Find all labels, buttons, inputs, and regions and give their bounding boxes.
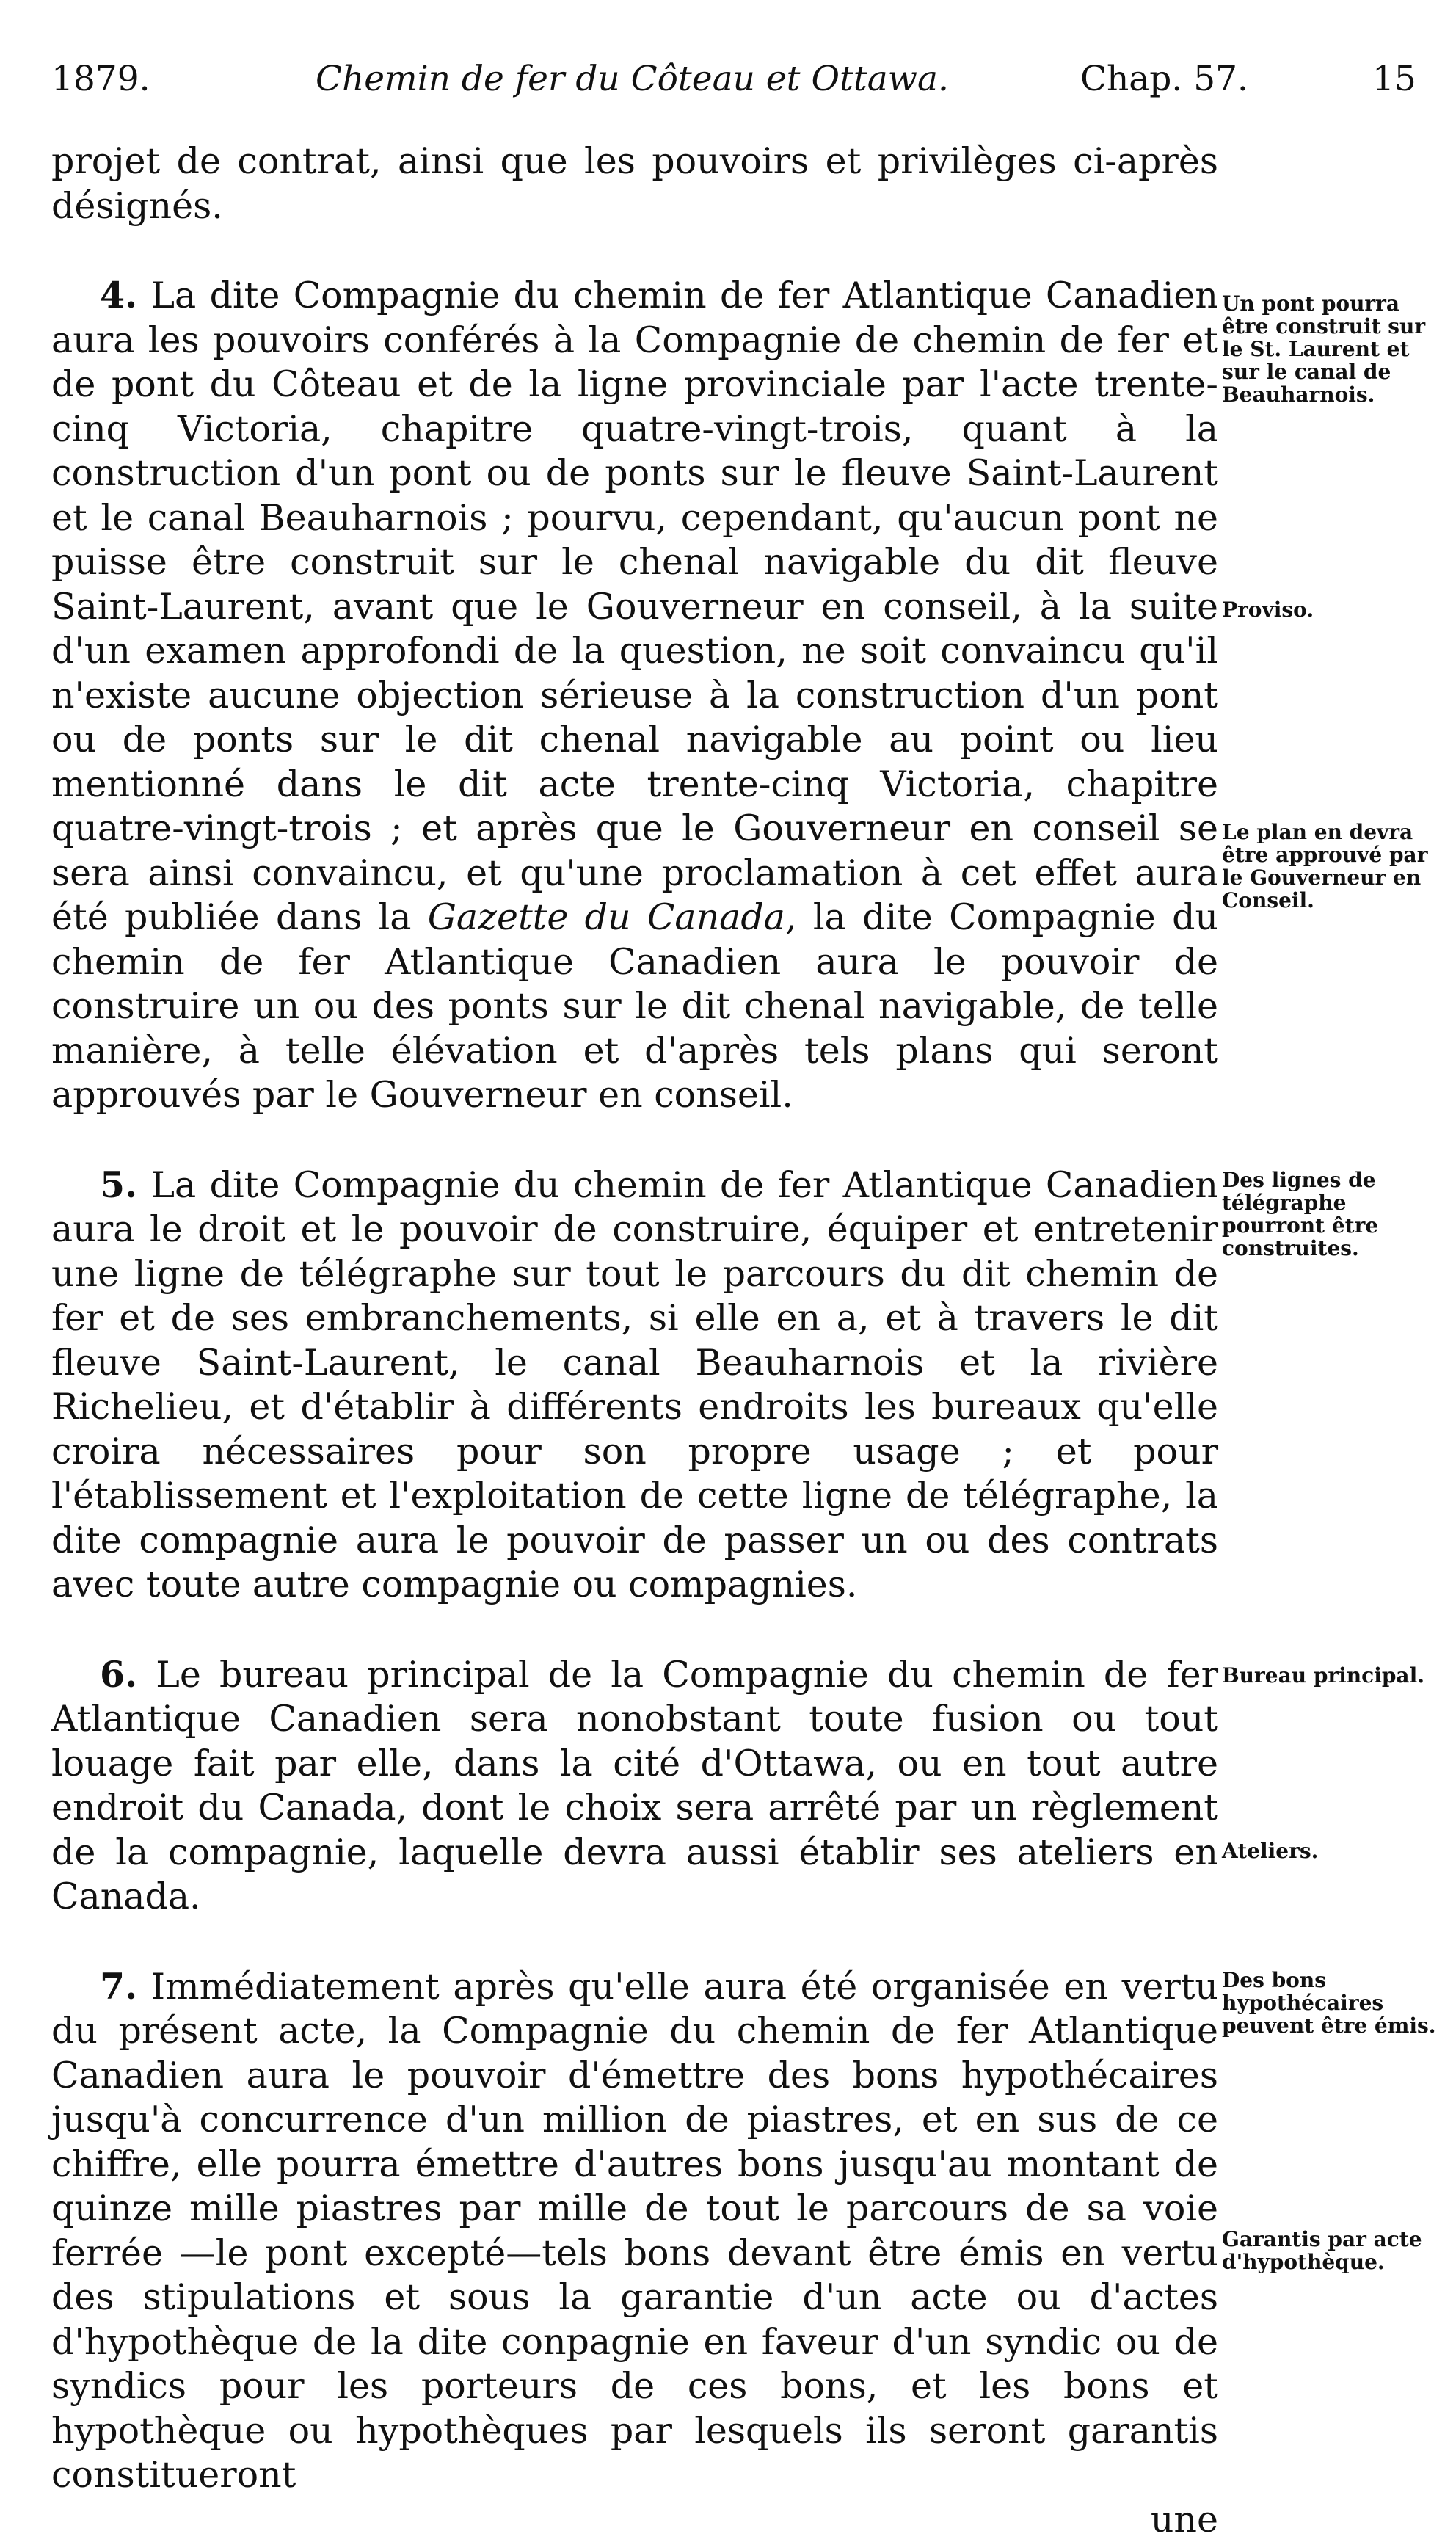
gazette-title: Gazette du Canada: [428, 896, 785, 938]
section-6: [51, 1652, 1218, 1920]
running-header: [51, 59, 1409, 117]
section-4-number: 4.: [100, 274, 137, 316]
margin-note-guarantee: Garantis par acte d'hypothèque.: [1222, 2228, 1442, 2273]
page-number: 15: [1372, 59, 1416, 99]
section-4-text-a: La dite Compagnie du chemin de fer Atlantique Canadien aura les pouvoirs conférés à la Compagnie de chemin de fer et de pont du Côteau et de la ligne provinciale par l'acte trente-cinq Victoria, chapitre quatre-vingt-trois, quant à la construction d'un pont ou de ponts sur le fleuve Saint-Laurent et le canal Beauharnois ; pourvu, cependant, qu'aucun pont ne puisse être construit sur le chenal navigable du dit fleuve Saint-Laurent, avant que le Gouverneur en conseil, à la suite d'un examen approfondi de la question, ne soit convaincu qu'il n'existe aucune objection sérieuse à la construction d'un pont ou de ponts sur le dit chenal navigable au point ou lieu mentionné dans le dit acte trente-cinq Victoria, chapitre quatre-vingt-trois ; et après que le Gouverneur en conseil se sera ainsi convaincu, et qu'une proclamation à cet effet aura été publiée dans la: [51, 275, 1218, 938]
section-6-number: 6.: [100, 1653, 137, 1696]
section-5-text: La dite Compagnie du chemin de fer Atlantique Canadien aura le droit et le pouvoir de construire, équiper et entretenir une ligne de télégraphe sur tout le parcours du dit chemin de fer et de ses embranchements, si elle en a, et à travers le dit fleuve Saint-Laurent, le canal Beauharnois et la rivière Richelieu, et d'établir à différents endroits les bureaux qu'elle croira nécessaires pour son propre usage ; et pour l'établissement et l'exploitation de cette ligne de télégraphe, la dite compagnie aura le pouvoir de passer un ou des contrats avec toute autre compagnie ou compagnies.: [51, 1164, 1218, 1606]
catchword: une: [51, 2498, 1218, 2542]
margin-note-telegraph: Des lignes de télégraphe pourront être construites.: [1222, 1169, 1442, 1260]
intro-paragraph: projet de contrat, ainsi que les pouvoirs et privilèges ci-après désignés.: [51, 139, 1218, 228]
margin-note-workshops: Ateliers.: [1222, 1840, 1442, 1862]
margin-note-bonds: Des bons hypothécaires peuvent être émis.: [1222, 1969, 1442, 2037]
section-7: [51, 1964, 1218, 2498]
header-chapter: Chap. 57.: [1080, 59, 1248, 99]
margin-note-bridge: Un pont pourra être construit sur le St. Laurent et sur le canal de Beauharnois.: [1222, 292, 1442, 406]
section-4: [51, 273, 1218, 1118]
header-title: Chemin de fer du Côteau et Ottawa.: [316, 59, 949, 99]
section-5-number: 5.: [100, 1163, 137, 1206]
margin-note-plan: Le plan en devra être approuvé par le Gouverneur en Conseil.: [1222, 821, 1442, 912]
section-6-text: Le bureau principal de la Compagnie du chemin de fer Atlantique Canadien sera nonobstant toute fusion ou tout louage fait par elle, dans la cité d'Ottawa, ou en tout autre endroit du Canada, dont le choix sera arrêté par un règlement de la compagnie, laquelle devra aussi établir ses ateliers en Canada.: [51, 1654, 1218, 1918]
margin-note-proviso: Proviso.: [1222, 598, 1442, 621]
header-year: 1879.: [51, 59, 150, 99]
section-5: [51, 1163, 1218, 1608]
section-7-text: Immédiatement après qu'elle aura été organisée en vertu du présent acte, la Compagnie du chemin de fer Atlantique Canadien aura le pouvoir d'émettre des bons hypothécaires jusqu'à concurrence d'un million de piastres, et en sus de ce chiffre, elle pourra émettre d'autres bons jusqu'au montant de quinze mille piastres par mille de tout le parcours de sa voie ferrée —le pont excepté—tels bons devant être émis en vertu des stipulations et sous la garantie d'un acte ou d'actes d'hypothèque de la dite conpagnie en faveur d'un syndic ou de syndics pour les porteurs de ces bons, et les bons et hypothèque ou hypothèques par lesquels ils seront garantis constitueront: [51, 1966, 1218, 2496]
main-text: [51, 139, 1218, 2542]
margin-note-head-office: Bureau principal.: [1222, 1664, 1442, 1687]
section-7-number: 7.: [100, 1965, 137, 2008]
section-4-text-b: , la dite Compagnie du chemin de fer Atlantique Canadien aura le pouvoir de construire un ou des ponts sur le dit chenal navigable, de telle manière, à telle élévation et d'après tels plans qui seront approuvés par le Gouverneur en conseil.: [51, 896, 1218, 1116]
